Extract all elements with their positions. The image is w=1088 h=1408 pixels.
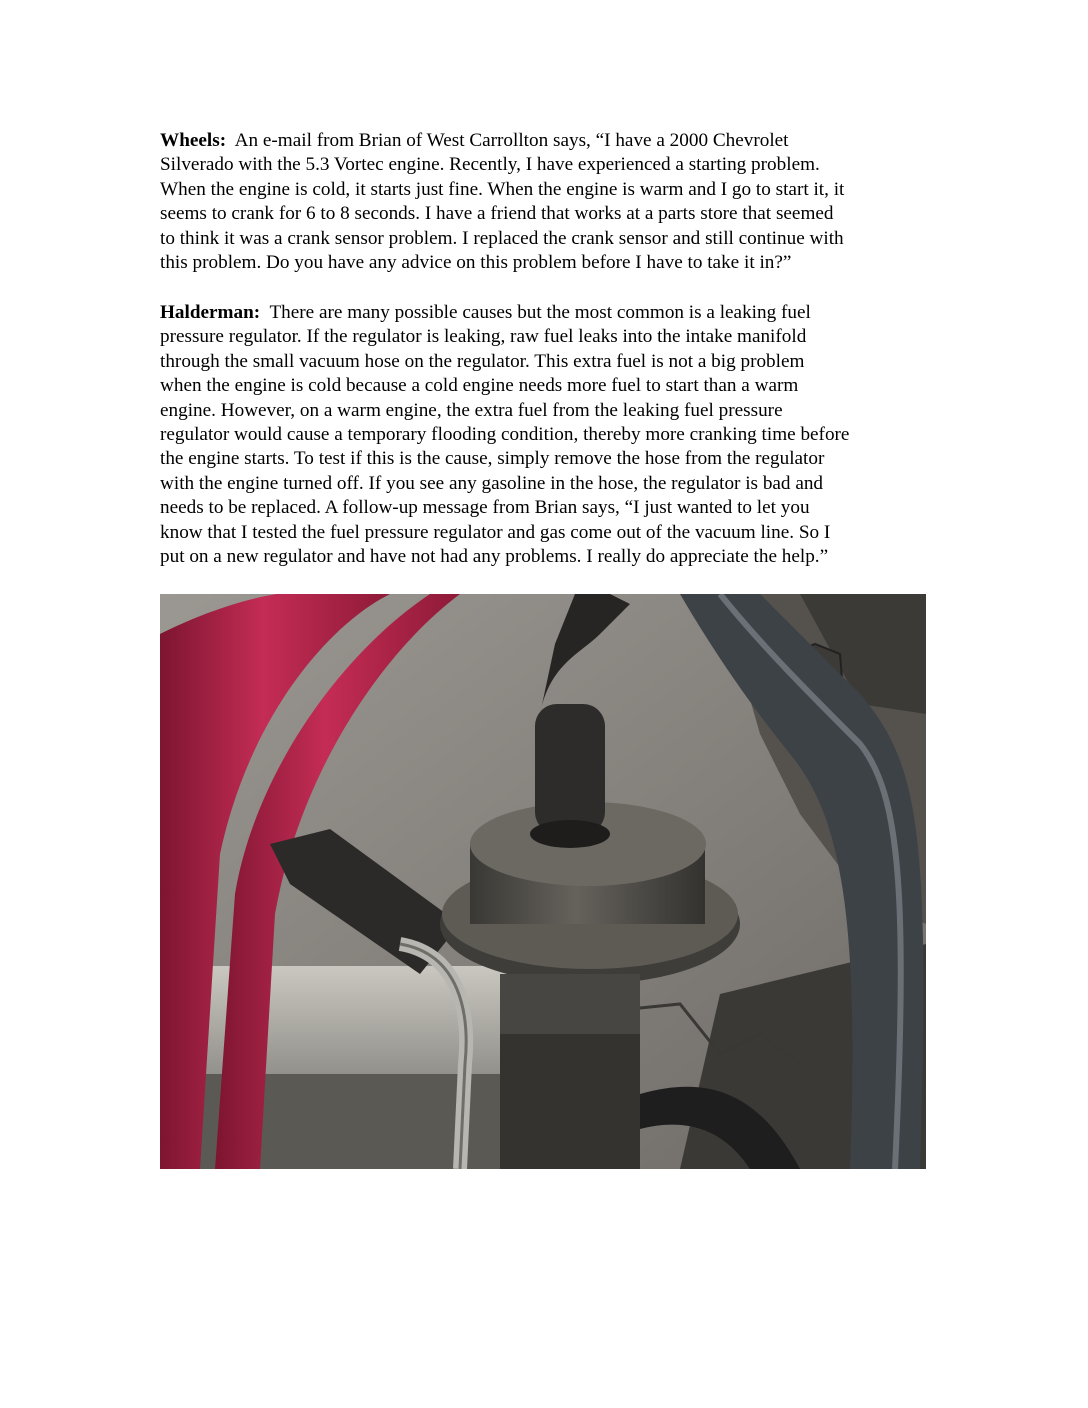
paragraph-line: When the engine is cold, it starts just fine. When the engine is warm and I go to start it, it (160, 178, 845, 200)
paragraph-line: engine. However, on a warm engine, the extra fuel from the leaking fuel pressure (160, 399, 783, 421)
paragraph-line: pressure regulator. If the regulator is leaking, raw fuel leaks into the intake manifold (160, 326, 807, 348)
speaker-label: Wheels: (160, 130, 227, 151)
paragraph-line: seems to crank for 6 to 8 seconds. I have a friend that works at a parts store that seemed (160, 203, 834, 225)
paragraph-line: Silverado with the 5.3 Vortec engine. Recently, I have experienced a starting problem. (160, 154, 820, 176)
paragraph-line: know that I tested the fuel pressure regulator and gas come out of the vacuum line. So I (160, 521, 831, 543)
paragraph-wheels (160, 129, 930, 275)
speaker-label: Halderman: (160, 302, 261, 323)
paragraph-text: There are many possible causes but the most common is a leaking fuel (269, 302, 811, 323)
paragraph-line: put on a new regulator and have not had any problems. I really do appreciate the help.” (160, 546, 829, 568)
paragraph-line: through the small vacuum hose on the regulator. This extra fuel is not a big problem (160, 350, 805, 372)
paragraph-line: regulator would cause a temporary flooding condition, thereby more cranking time before (160, 424, 850, 446)
paragraph-line: with the engine turned off. If you see any gasoline in the hose, the regulator is bad and (160, 472, 824, 494)
paragraph-line: to think it was a crank sensor problem. I replaced the crank sensor and still continue with (160, 227, 844, 249)
paragraph-text: An e-mail from Brian of West Carrollton says, “I have a 2000 Chevrolet (234, 130, 789, 151)
paragraph-line (160, 129, 930, 153)
engine-bay-photo (160, 594, 926, 1169)
paragraph-line: this problem. Do you have any advice on this problem before I have to take it in?” (160, 252, 792, 274)
paragraph-halderman (160, 301, 930, 569)
paragraph-line (160, 301, 930, 325)
paragraph-line: the engine starts. To test if this is the cause, simply remove the hose from the regulator (160, 448, 825, 470)
paragraph-line: when the engine is cold because a cold engine needs more fuel to start than a warm (160, 375, 799, 397)
paragraph-line: needs to be replaced. A follow-up message from Brian says, “I just wanted to let you (160, 497, 810, 519)
